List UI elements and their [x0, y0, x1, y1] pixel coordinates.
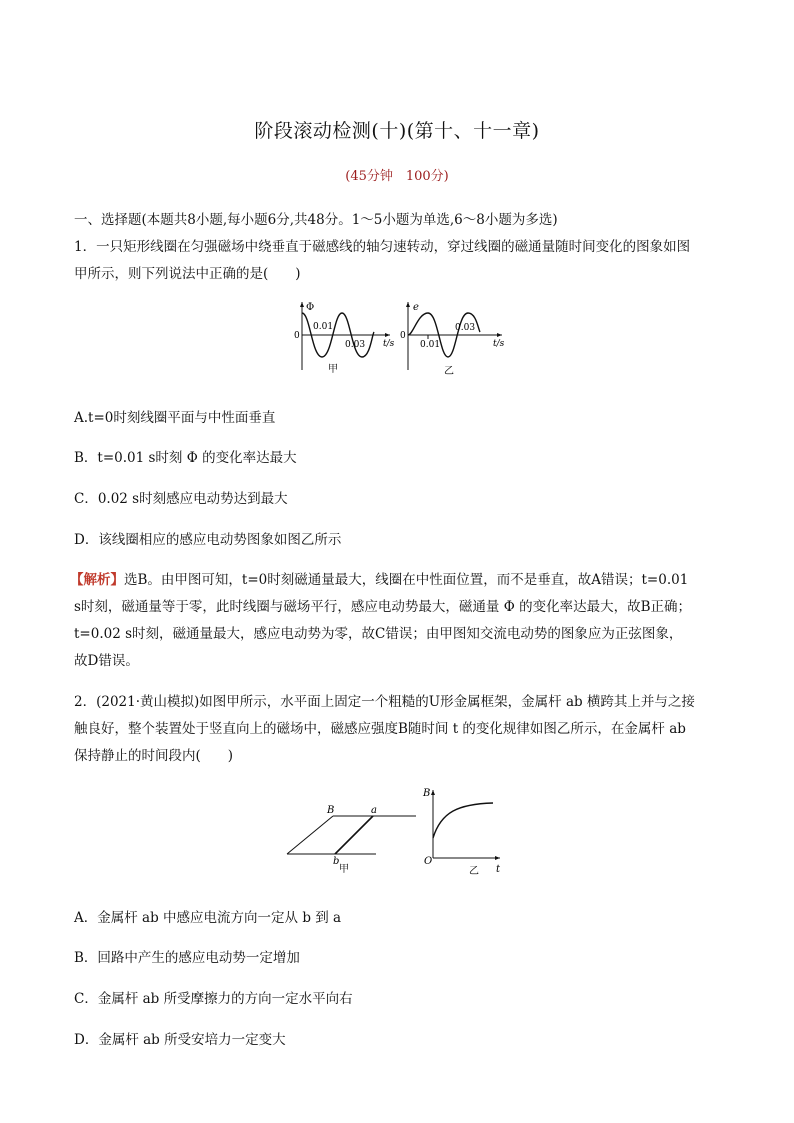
q2-stem-line1: 2．(2021·黄山模拟)如图甲所示，水平面上固定一个粗糙的U形金属框架，金属杆 ab 横跨其上并与之接 — [74, 694, 695, 710]
section-heading: 一、选择题(本题共8小题,每小题6分,共48分。1～5小题为单选,6～8小题为多选) — [74, 212, 558, 228]
q2-right-x-label: t — [496, 864, 501, 875]
q1-figure — [290, 298, 515, 380]
q2-label-a: a — [371, 805, 377, 816]
q1-stem-line2: 甲所示，则下列说法中正确的是( ) — [74, 266, 301, 282]
q1-right-tick2: 0.03 — [455, 323, 476, 333]
q1-option-a: A.t=0时刻线圈平面与中性面垂直 — [74, 410, 276, 426]
q1-right-origin: 0 — [400, 331, 406, 341]
q1-left-origin: 0 — [294, 331, 300, 341]
q2-label-b: b — [333, 856, 340, 867]
exam-duration-score: (45分钟 100分) — [345, 169, 449, 184]
q2-u-frame-diagram — [287, 805, 416, 875]
q1-left-x-label: t/s — [383, 339, 395, 349]
q1-figure-left-plot — [294, 302, 395, 375]
q2-right-origin: O — [424, 856, 433, 867]
q2-label-B: B — [327, 805, 335, 816]
q2-stem-line3: 保持静止的时间段内( ) — [74, 748, 234, 764]
q1-left-y-label: Φ — [306, 302, 315, 313]
metal-rod-ab — [335, 816, 373, 854]
q1-option-c: C．0.02 s时刻感应电动势达到最大 — [74, 491, 288, 507]
q1-analysis-line1-text: 选B。由甲图可知，t=0时刻磁通量最大，线圈在中性面位置，而不是垂直，故A错误；t=0.01 — [124, 572, 689, 588]
q1-left-tick2: 0.03 — [345, 340, 366, 350]
page-title: 阶段滚动检测(十)(第十、十一章) — [254, 120, 540, 142]
analysis-tag: 【解析】 — [70, 572, 124, 588]
q2-b-t-graph — [422, 788, 501, 877]
q1-analysis-line1 — [70, 568, 688, 588]
q2-stem-line2: 触良好，整个装置处于竖直向上的磁场中，磁感应强度B随时间 t 的变化规律如图乙所示，在金属杆 ab — [74, 721, 686, 737]
q1-figure-right-plot — [400, 302, 505, 377]
q2-option-d: D．金属杆 ab 所受安培力一定变大 — [74, 1032, 286, 1048]
q2-figure — [283, 782, 508, 880]
q2-option-c: C．金属杆 ab 所受摩擦力的方向一定水平向右 — [74, 991, 353, 1007]
q2-right-y-label: B — [423, 788, 431, 799]
q1-left-tick1: 0.01 — [313, 322, 334, 332]
q2-right-caption: 乙 — [469, 866, 479, 877]
q1-right-tick1: 0.01 — [420, 340, 441, 350]
q1-right-x-label: t/s — [493, 339, 505, 349]
q1-analysis-line4: 故D错误。 — [74, 653, 139, 669]
q1-option-d: D．该线圈相应的感应电动势图象如图乙所示 — [74, 532, 342, 548]
q2-left-caption: 甲 — [339, 864, 349, 875]
q1-stem-line1: 1．一只矩形线圈在匀强磁场中绕垂直于磁感线的轴匀速转动，穿过线圈的磁通量随时间变化的图象如图 — [74, 239, 691, 255]
q1-option-b: B．t=0.01 s时刻 Φ 的变化率达最大 — [74, 450, 297, 466]
q2-option-a: A．金属杆 ab 中感应电流方向一定从 b 到 a — [74, 910, 342, 926]
q1-analysis-line3: t=0.02 s时刻，磁通量最大，感应电动势为零，故C错误；由甲图知交流电动势的图象应为正弦图象， — [74, 626, 683, 642]
q1-right-caption: 乙 — [444, 366, 454, 377]
q1-right-y-label: e — [413, 302, 419, 313]
q1-analysis-line2: s时刻，磁通量等于零，此时线圈与磁场平行，感应电动势最大，磁通量 Φ 的变化率达最大，故B正确； — [74, 599, 691, 615]
q1-left-caption: 甲 — [328, 364, 338, 375]
q2-option-b: B．回路中产生的感应电动势一定增加 — [74, 950, 300, 966]
